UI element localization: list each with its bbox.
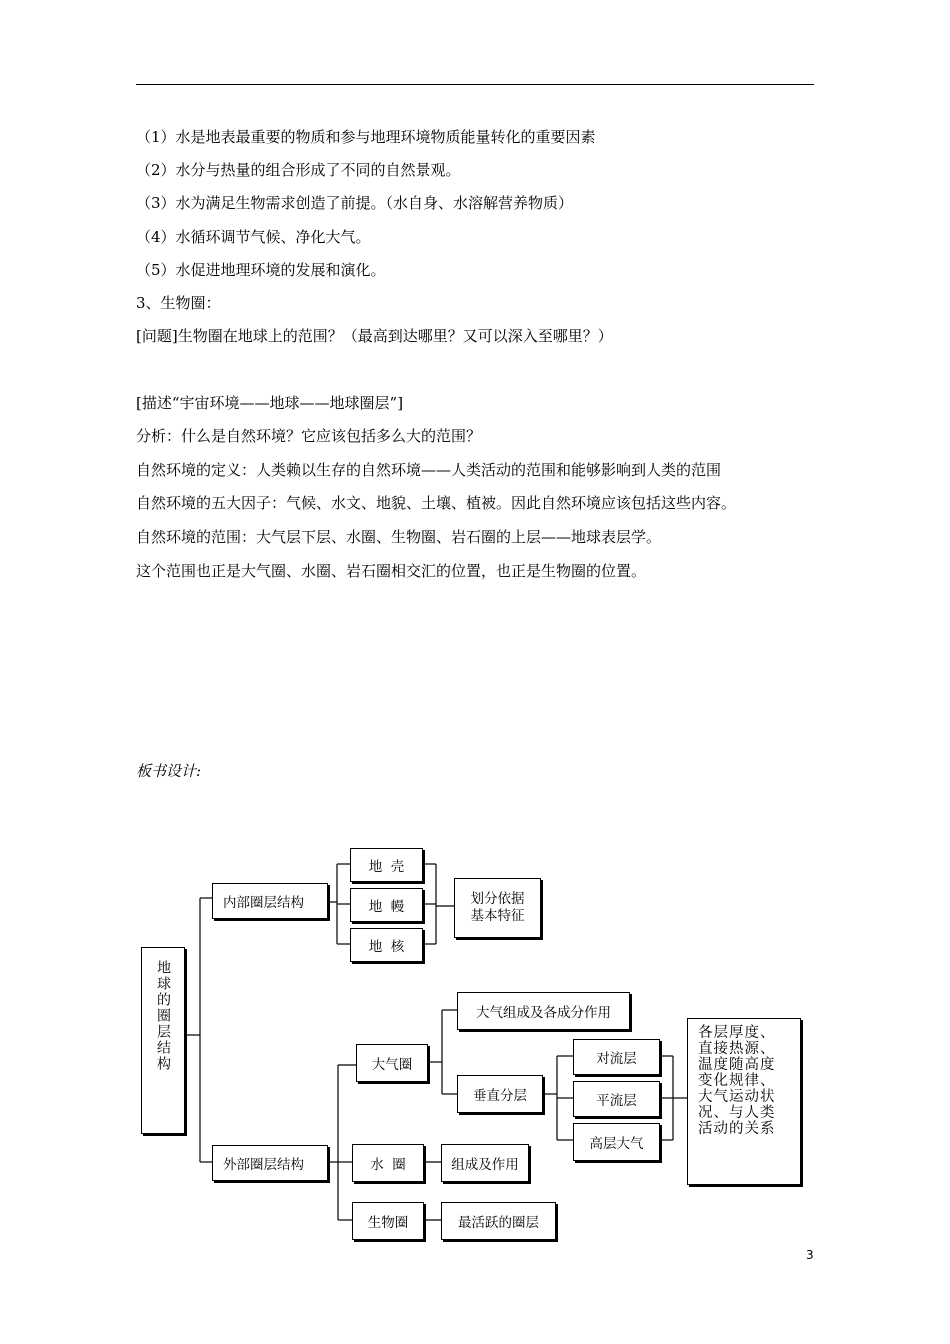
hydrosphere-description-box: 组成及作用 bbox=[441, 1144, 529, 1182]
stratosphere-box: 平流层 bbox=[573, 1081, 660, 1117]
text-line-11: 自然环境的五大因子：气候、水文、地貌、土壤、植被。因此自然环境应该包括这些内容。 bbox=[136, 494, 737, 512]
board-design-label: 板书设计: bbox=[136, 762, 202, 780]
text-line-2: （2）水分与热量的组合形成了不同的自然景观。 bbox=[136, 161, 461, 179]
text-line-5: （5）水促进地理环境的发展和演化。 bbox=[136, 261, 386, 279]
biosphere-box: 生物圈 bbox=[352, 1202, 424, 1240]
text-line-9: 分析：什么是自然环境？它应该包括多么大的范围？ bbox=[136, 427, 482, 445]
text-line-12: 自然环境的范围：大气层下层、水圈、生物圈、岩石圈的上层——地球表层学。 bbox=[136, 528, 662, 546]
upper-atmosphere-box: 高层大气 bbox=[573, 1123, 660, 1161]
internal-basis-box: 划分依据 基本特征 bbox=[454, 878, 541, 938]
biosphere-description-box: 最活跃的圈层 bbox=[441, 1202, 556, 1240]
text-line-7: [问题]生物圈在地球上的范围？（最高到达哪里？又可以深入至哪里？） bbox=[136, 327, 613, 345]
core-box: 地 核 bbox=[350, 928, 423, 962]
crust-box: 地 壳 bbox=[350, 848, 423, 882]
text-line-3: （3）水为满足生物需求创造了前提。（水自身、水溶解营养物质） bbox=[136, 194, 574, 212]
text-line-1: （1）水是地表最重要的物质和参与地理环境物质能量转化的重要因素 bbox=[136, 128, 596, 146]
text-line-4: （4）水循环调节气候、净化大气。 bbox=[136, 228, 371, 246]
atmosphere-box: 大气圈 bbox=[356, 1044, 428, 1082]
vertical-layers-box: 垂直分层 bbox=[457, 1075, 543, 1113]
hydrosphere-box: 水 圈 bbox=[352, 1144, 424, 1182]
internal-structure-box: 内部圈层结构 bbox=[212, 883, 328, 919]
text-line-6: 3、生物圈： bbox=[136, 294, 221, 312]
layer-features-box: 各层厚度、直接热源、温度随高度变化规律、大气运动状况、与人类活动的关系 bbox=[687, 1018, 801, 1185]
external-structure-box: 外部圈层结构 bbox=[212, 1145, 328, 1181]
text-line-8: [描述“宇宙环境——地球——地球圈层”] bbox=[136, 394, 404, 412]
root-box-earth-spheres: 地球的圈层结构 bbox=[141, 947, 185, 1134]
troposphere-box: 对流层 bbox=[573, 1039, 660, 1075]
atmosphere-composition-box: 大气组成及各成分作用 bbox=[457, 992, 630, 1030]
mantle-box: 地 幔 bbox=[350, 888, 423, 922]
page-number: 3 bbox=[806, 1248, 814, 1262]
text-line-13: 这个范围也正是大气圈、水圈、岩石圈相交汇的位置，也正是生物圈的位置。 bbox=[136, 562, 647, 580]
text-line-10: 自然环境的定义：人类赖以生存的自然环境——人类活动的范围和能够影响到人类的范围 bbox=[136, 461, 722, 479]
